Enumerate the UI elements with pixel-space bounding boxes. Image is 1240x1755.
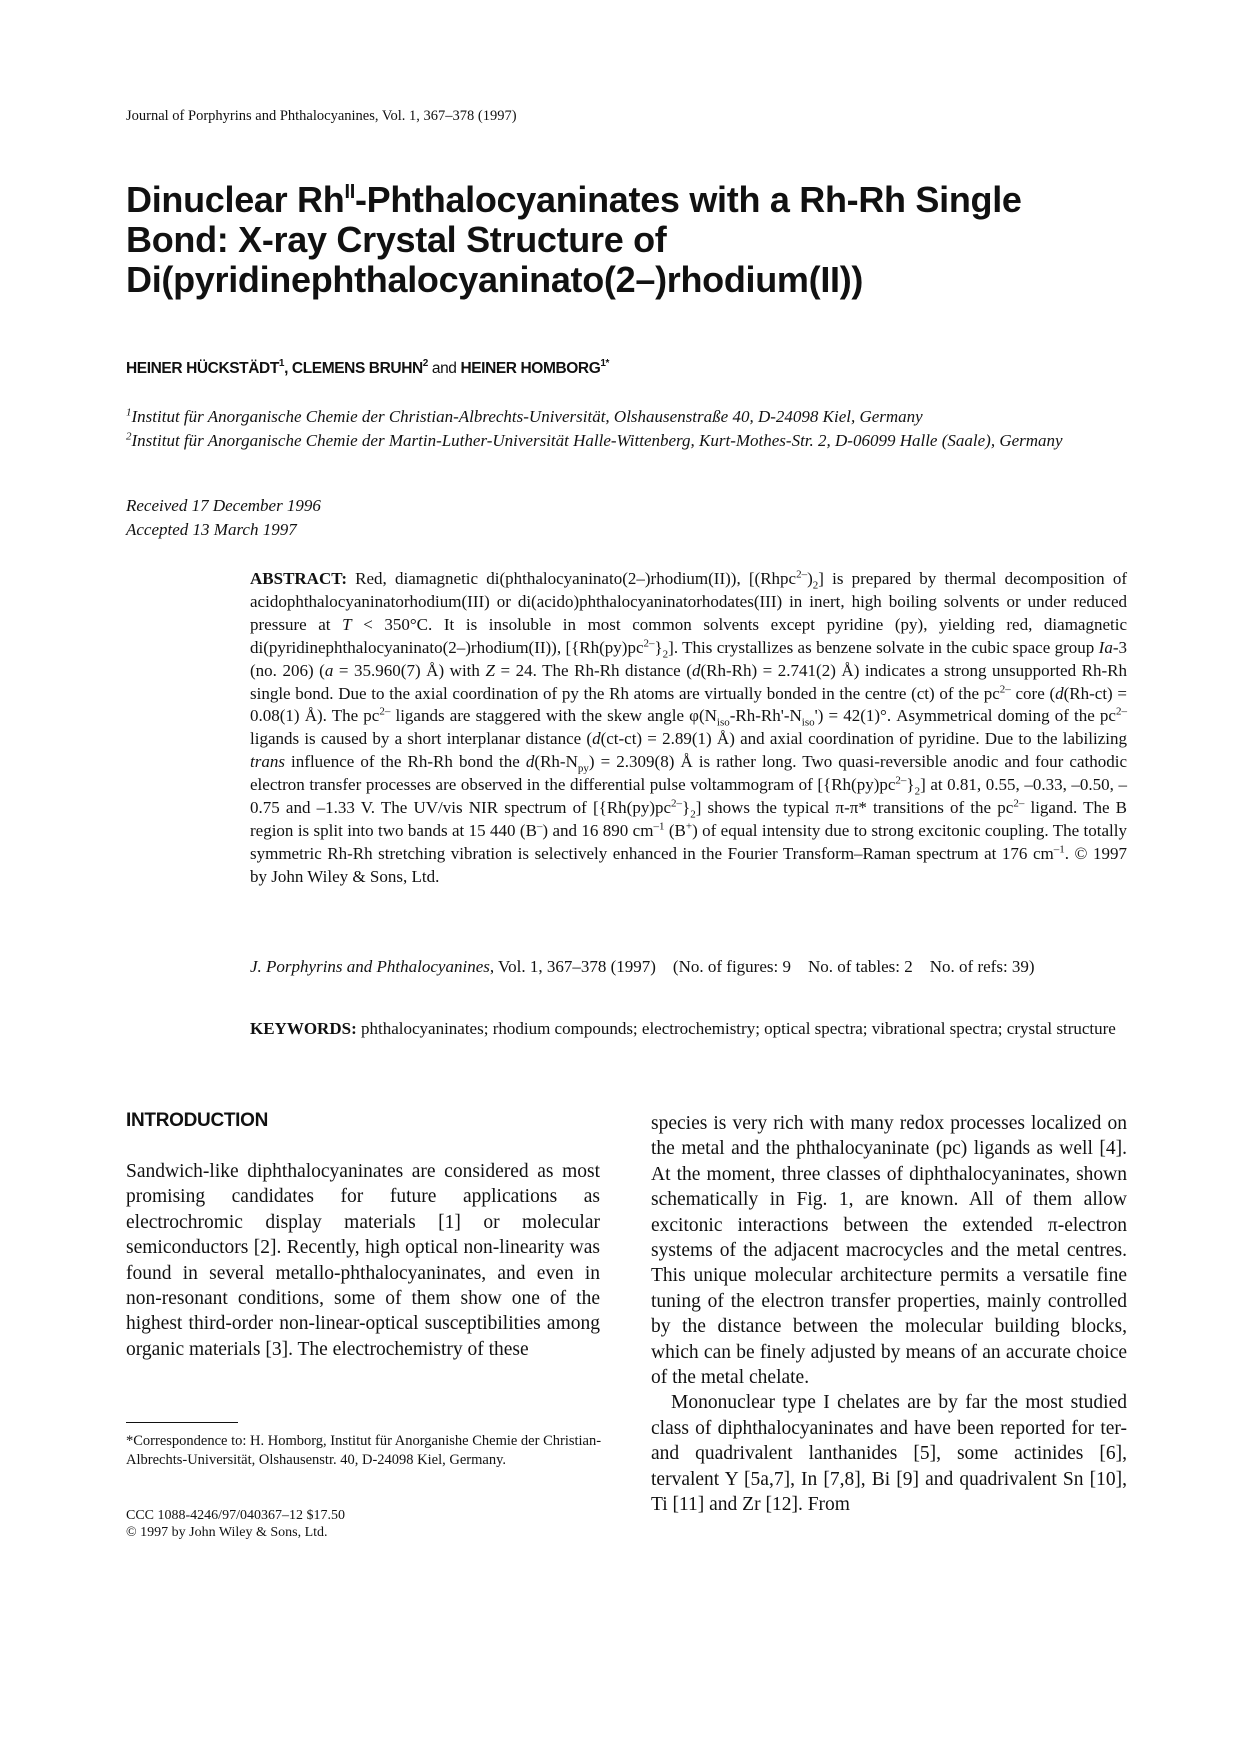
abstract-segment: = 24. The Rh-Rh distance ( [494, 660, 692, 680]
abstract-segment: } [682, 798, 691, 818]
abstract-segment: 2 [812, 579, 819, 592]
abstract-segment: 2– [1115, 705, 1127, 718]
abstract-segment: 2 [662, 648, 669, 661]
abstract-segment: 2– [643, 637, 655, 650]
abstract-segment: ligand. The B region is split into two bands at 15 440 (B [250, 798, 1127, 840]
footnote-divider [126, 1422, 238, 1423]
keywords [250, 1018, 1127, 1041]
abstract [250, 568, 1127, 889]
ccc-code: CCC 1088-4246/97/040367–12 $17.50 [126, 1508, 345, 1523]
keywords-text: phthalocyaninates; rhodium compounds; electrochemistry; optical spectra; vibrational spectra; crystal structure [356, 1019, 1116, 1038]
affiliation-text: Institut für Anorganische Chemie der Martin-Luther-Universität Halle-Wittenberg, Kurt-Mothes-Str. 2, D-06099 Halle (Saale), Germany [131, 430, 1063, 450]
abstract-segment: (B [664, 820, 686, 840]
accepted-date: Accepted 13 March 1997 [126, 519, 297, 539]
citation-journal: J. Porphyrins and Phthalocyanines [250, 957, 490, 976]
title-text: -Phthalocyaninates with a Rh-Rh Single [354, 179, 1022, 220]
affiliations [126, 405, 1126, 452]
correspondence-footnote: *Correspondence to: H. Homborg, Institut für Anorganishe Chemie der Christian-Albrechts-Universität, Olshausenstr. 40, D-24098 Kiel, Germany. [126, 1433, 602, 1468]
abstract-segment: ]. This crystallizes as benzene solvate in the cubic space group [668, 637, 1099, 657]
journal-header: Journal of Porphyrins and Phthalocyanines, Vol. 1, 367–378 (1997) [126, 108, 517, 124]
abstract-segment: Red, diamagnetic di(phthalocyaninato(2–)rhodium(II)), [(Rhpc [346, 569, 797, 588]
abstract-segment: ligands is caused by a short interplanar distance ( [250, 729, 593, 749]
abstract-segment: 2 [690, 808, 696, 821]
affiliation-mark: 2 [422, 358, 428, 369]
affiliation-mark: 1* [600, 358, 610, 369]
author [126, 360, 292, 377]
author-name: HEINER HÜCKSTÄDT [126, 360, 279, 377]
author-name: HEINER HOMBORG [460, 360, 601, 377]
abstract-segment: = 35.960(7) Å) with [333, 660, 486, 680]
body-text-right-column [651, 1111, 1127, 1518]
citation [250, 956, 1127, 979]
citation-details: , Vol. 1, 367–378 (1997) (No. of figures: 9 No. of tables: 2 No. of refs: 39) [489, 957, 1035, 976]
abstract-segment: ) [807, 569, 813, 588]
abstract-segment: py [577, 762, 589, 775]
abstract-segment: ) = 2.309(8) Å is rather long. Two quasi-reversible anodic and four cathodic electron transfer processes are observed in the differential pulse voltammogram of [{Rh(py)pc [250, 752, 1128, 795]
abstract-segment: (Rh-N [534, 752, 578, 772]
abstract-segment: ligands are staggered with the skew angle φ(N [390, 706, 717, 726]
paragraph: species is very rich with many redox processes localized on the metal and the phthalocyaninate (pc) ligands as well [4]. At the moment, three classes of diphthalocyaninates, shown schematically in Fig. 1, are known. All of them allow excitonic interactions between the extended π-electron systems of the adjacent macrocycles and the metal centres. This unique molecular architecture permits a versatile fine tuning of the electron transfer properties, mainly controlled by the distance between the molecular building blocks, which can be finely adjusted by means of an accurate choice of the metal chelate. [651, 1113, 1127, 1389]
abstract-segment: iso [716, 716, 730, 729]
abstract-segment: core ( [1010, 683, 1056, 703]
abstract-segment: 2 [914, 785, 921, 798]
section-heading-introduction: INTRODUCTION [126, 1110, 269, 1131]
abstract-label: ABSTRACT: [250, 569, 347, 588]
abstract-segment: –1 [1053, 843, 1065, 856]
abstract-segment: influence of the Rh-Rh bond the [284, 752, 526, 772]
abstract-segment: (ct-ct) = 2.89(1) Å) and axial coordination of pyridine. Due to the labilizing [600, 729, 1127, 749]
abstract-segment: < 350°C. It is insoluble in most common solvents except pyridine (py), yielding red, diamagnetic di(pyridinephthalocyaninato(2–)rhodium(II)), [{Rh(py)pc [250, 614, 1127, 657]
abstract-segment: iso [801, 716, 815, 729]
abstract-segment: (Rh-Rh) = 2.741(2) Å) indicates a strong unsupported Rh-Rh single bond. Due to the axial coordination of py the Rh atoms are virtually bonded in the centre (ct) of the pc [250, 660, 1127, 703]
abstract-segment: ) of equal intensity due to strong excitonic coupling. The totally symmetric Rh-Rh stretching vibration is selectively enhanced in the Fourier Transform–Raman spectrum at 176 cm [250, 820, 1127, 863]
abstract-segment: a [324, 660, 334, 680]
copyright-block [126, 1507, 345, 1541]
abstract-segment: -3 (no. 206) ( [250, 637, 1128, 680]
abstract-segment: 2– [796, 568, 808, 581]
paragraph: Mononuclear type I chelates are by far the most studied class of diphthalocyaninates and have been reported for ter- and quadrivalent lanthanides [5], some actinides [6], tervalent Y [5a,7], In [7,8], Bi [9] and quadrivalent Sn [10], Ti [11] and Zr [12]. From [651, 1392, 1127, 1516]
affiliation [126, 429, 1126, 453]
abstract-body [250, 569, 1127, 886]
abstract-segment: trans [250, 752, 285, 772]
author [460, 360, 609, 377]
author-separator: , [284, 360, 292, 377]
abstract-segment: – [536, 820, 543, 833]
abstract-segment: -Rh-Rh'-N [729, 706, 802, 726]
abstract-segment: ') = 42(1)°. Asymmetrical doming of the pc [814, 706, 1116, 726]
affiliation-mark: 2 [126, 429, 132, 442]
author-list [126, 360, 609, 378]
keywords-label: KEYWORDS: [250, 1019, 357, 1038]
affiliation [126, 405, 1126, 429]
copyright: © 1997 by John Wiley & Sons, Ltd. [126, 1525, 328, 1540]
abstract-segment: d [525, 752, 535, 772]
abstract-segment: . © 1997 by John Wiley & Sons, Ltd. [250, 843, 1127, 886]
abstract-segment: + [685, 820, 693, 833]
abstract-segment: ] is prepared by thermal decomposition of acidophthalocyaninatorhodium(III) or di(acido)phthalocyaninatorhodates(III) in inert, high boiling solvents or under reduced pressure at [250, 569, 1128, 634]
abstract-segment: 2– [1013, 797, 1025, 810]
abstract-segment: –1 [653, 820, 665, 833]
abstract-segment: ) and 16 890 cm [542, 820, 654, 840]
title-line-3: Di(pyridinephthalocyaninato(2–)rhodium(II)) [126, 259, 864, 300]
abstract-segment: d [691, 660, 701, 680]
received-date: Received 17 December 1996 [126, 496, 321, 515]
abstract-segment: (Rh-ct) = 0.08(1) Å). The pc [250, 683, 1127, 726]
dates [126, 494, 321, 541]
affiliation-mark: 1 [278, 358, 285, 369]
affiliation-mark: 1 [126, 406, 132, 419]
affiliation-text: Institut für Anorganische Chemie der Christian-Albrechts-Universität, Olshausenstraße 40, D-24098 Kiel, Germany [131, 407, 923, 426]
author [292, 360, 461, 377]
title-line-1 [126, 180, 1146, 220]
abstract-segment: d [592, 729, 601, 749]
title-superscript: II [344, 181, 355, 203]
author-name: CLEMENS BRUHN [291, 360, 423, 377]
abstract-segment: Z [485, 660, 495, 680]
title-line-2: Bond: X-ray Crystal Structure of [126, 219, 667, 260]
abstract-segment: d [1055, 683, 1064, 703]
body-text-left-column: Sandwich-like diphthalocyaninates are considered as most promising candidates for future applications as electrochromic display materials [1] or molecular semiconductors [2]. Recently, high optical non-linearity was found in several metallo-phthalocyaninates, and even in non-resonant conditions, some of them show one of the highest third-order non-linear-optical susceptibilities among organic materials [3]. The electrochemistry of these [126, 1161, 600, 1360]
abstract-segment: 2– [379, 705, 391, 718]
abstract-segment: 2– [999, 682, 1011, 695]
abstract-segment: } [654, 637, 663, 657]
abstract-segment: ] at 0.81, 0.55, –0.33, –0.50, –0.75 and –1.33 V. The UV/vis NIR spectrum of [{Rh(py)pc [250, 775, 1127, 818]
abstract-segment: Ia [1098, 637, 1113, 657]
abstract-segment: T [342, 614, 352, 634]
abstract-segment: ] shows the typical π-π* transitions of the pc [695, 798, 1014, 818]
abstract-segment: 2– [895, 774, 907, 787]
abstract-segment: 2– [671, 797, 683, 810]
abstract-segment: } [906, 775, 915, 795]
title-text: Dinuclear Rh [126, 179, 345, 220]
paper-title [126, 180, 1146, 300]
author-separator: and [427, 360, 461, 377]
